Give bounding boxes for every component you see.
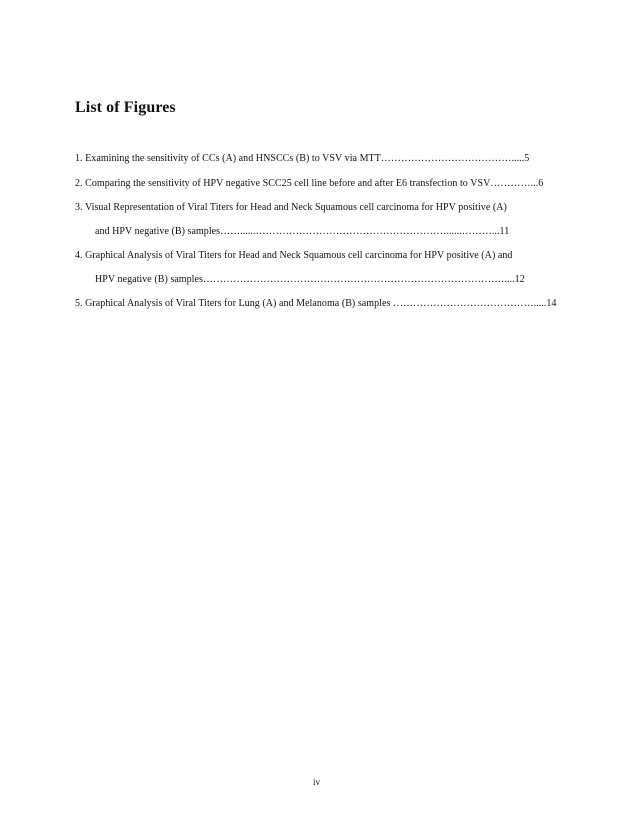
page-title: List of Figures [75, 99, 176, 116]
page-number: iv [313, 777, 321, 787]
figure-entry-3-continued: and HPV negative (B) samples……......…………………………………………………......………...11 [95, 226, 510, 237]
figure-entry-1: 1. Examining the sensitivity of CCs (A) and HNSCCs (B) to VSV via MTT………………………………….....5 [75, 153, 530, 164]
figure-entry-4-continued: HPV negative (B) samples………………………………………………………………………………....12 [95, 274, 525, 285]
figure-entry-2: 2. Comparing the sensitivity of HPV negative SCC25 cell line before and after E6 transfection to VSV…………...6 [75, 178, 544, 189]
figure-entry-5: 5. Graphical Analysis of Viral Titers for Lung (A) and Melanoma (B) samples …………………………………….....14 [75, 298, 557, 309]
figure-entry-4: 4. Graphical Analysis of Viral Titers for Head and Neck Squamous cell carcinoma for HPV positive (A) and [75, 250, 513, 261]
figure-entry-3: 3. Visual Representation of Viral Titers for Head and Neck Squamous cell carcinoma for HPV positive (A) [75, 202, 507, 213]
